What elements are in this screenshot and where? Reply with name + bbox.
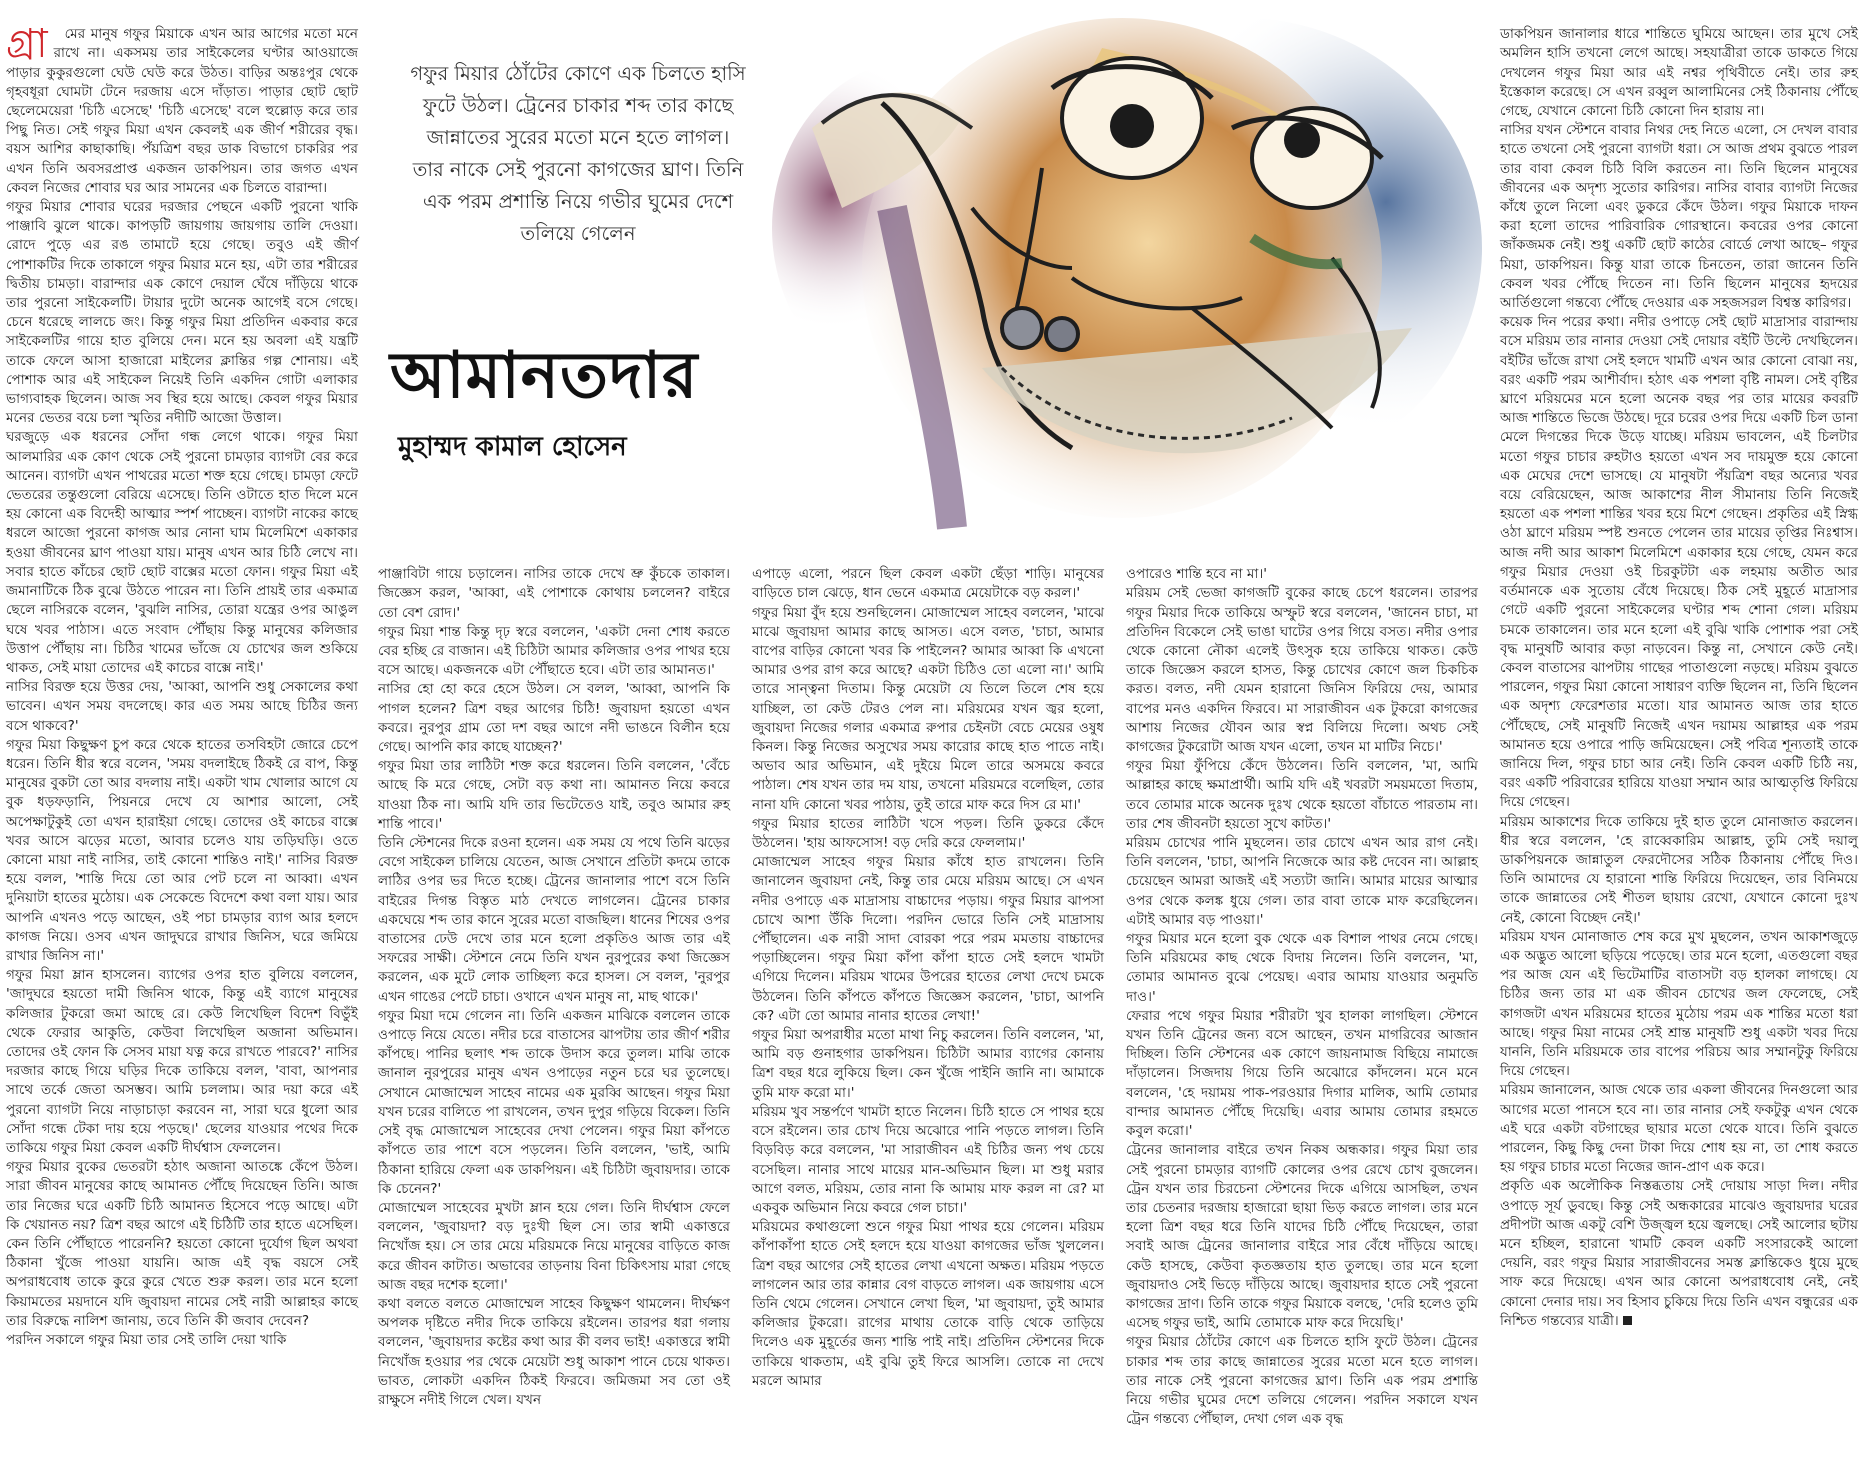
paragraph: গফুর মিয়া তার লাঠিটা শক্ত করে ধরলেন। তিনি বললেন, 'বেঁচে আছে কি মরে গেছে, সেটা বড় কথা না। আমানত নিয়ে কবরে যাওয়া ঠিক না। আমি যদি তার ভিটেতেও যাই, তবুও আমার রুহ শান্তি পাবে।' — [378, 758, 735, 832]
paragraph-text: প্রকৃতি এক অলৌকিক নিস্তব্ধতায় সেই দোয়ায় সাড়া দিল। নদীর ওপাড়ে সূর্য ডুবছে। কিন্তু সেই অন্ধকারের মাঝেও জুবায়দার ঘরের প্রদীপটা আজ একটু বেশি উজ্জ্বল হয়ে জ্বলছে। সেই আলোর ছটায় মনে হচ্ছিল, হারানো খামটি কেবল একটি সংসারকেই আলো দেয়নি, বরং গফুর মিয়ার সারাজীবনের সমস্ত ক্লান্তিকেও ধুয়ে মুছে সাফ করে দিয়েছে। এখন আর কোনো অপরাধবোধ নেই, নেই কোনো দেনার দায়। সব হিসাব চুকিয়ে দিয়ে তিনি এখন বন্ধুরের এক নিশ্চিত গন্তব্যের যাত্রী। — [1500, 1178, 1863, 1329]
paragraph: মরিয়ম যখন মোনাজাত শেষ করে মুখ মুছলেন, তখন আকাশজুড়ে এক অদ্ভুত আলো ছড়িয়ে পড়েছে। তার মনে হলো, এতগুলো বছর পর আজ যেন এই ভিটেমাটির বাতাসটা বড় হালকা লাগছে। যে চিঠির জন্য তার মা এক জীবন চোখের জল ফেলেছে, সেই কাগজটা এখন মরিয়মের হাতের মুঠোয় পরম এক শান্তির মতো ধরা আছে। গফুর মিয়া নামের সেই শ্রান্ত মানুষটি শুধু একটা খবর দিয়ে যাননি, তিনি মরিয়মকে তার বাপের পরিচয় আর সম্মানটুকু ফিরিয়ে দিয়ে গেছেন। — [1500, 928, 1863, 1080]
paragraph — [1500, 1177, 1863, 1331]
paragraph: এপাড়ে এলো, পরনে ছিল কেবল একটা ছেঁড়া শাড়ি। মানুষের বাড়িতে চাল ঝেড়ে, ধান ভেনে একমাত্র মেয়েটাকে বড় করল।' — [752, 566, 1109, 602]
paragraph: পাঞ্জাবিটা গায়ে চড়ালেন। নাসির তাকে দেখে ভ্রু কুঁচকে তাকাল। জিজ্ঞেস করল, 'আব্বা, এই পোশাকে কোথায় চললেন? বাইরে তো বেশ রোদ।' — [378, 566, 735, 621]
article-byline: মুহাম্মদ কামাল হোসেন — [398, 432, 627, 462]
paragraph: গফুর মিয়ার ঠোঁটের কোণে এক চিলতে হাসি ফুটে উঠল। ট্রেনের চাকার শব্দ তার কাছে জান্নাতের সুরের মতো মনে হতে লাগল। তার নাকে সেই পুরনো কাগজের ঘ্রাণ। তিনি এক পরম প্রশান্তি নিয়ে গভীর ঘুমের দেশে তলিয়ে গেলেন। পরদিন সকালে যখন ট্রেন গন্তব্যে পৌঁছাল, দেখা গেল এক বৃদ্ধ — [1126, 1334, 1483, 1428]
paragraph: নাসির বিরক্ত হয়ে উত্তর দেয়, 'আব্বা, আপনি শুধু সেকালের কথা ভাবেন। এখন সময় বদলেছে। কার এত সময় আছে চিঠির জন্য বসে থাকবে?' — [6, 679, 363, 734]
paragraph: কথা বলতে বলতে মোজাম্মেল সাহেব কিছুক্ষণ থামলেন। দীর্ঘক্ষণ অপলক দৃষ্টিতে নদীর দিকে তাকিয়ে রইলেন। তারপর ধরা গলায় বললেন, 'জুবায়দার কষ্টের কথা আর কী বলব ভাই! একাত্তরে স্বামী নিখোঁজ হওয়ার পর থেকে মেয়েটা শুধু আকাশ পানে চেয়ে থাকত। ভাবত, লোকটা একদিন ঠিকই ফিরবে। জমিজমা সব তো ওই রাক্ষুসে নদীই গিলে খেল। যখন — [378, 1295, 735, 1408]
paragraph: মরিয়ম চোখের পানি মুছলেন। তার চোখে এখন আর রাগ নেই। তিনি বললেন, 'চাচা, আপনি নিজেকে আর কষ্ট দেবেন না। আল্লাহ চেয়েছেন আমরা আজই এই সত্যটা জানি। আমার মায়ের আত্মার ওপর থেকে কলঙ্ক ধুয়ে গেল। তার বাবা তাকে মাফ করেছিলেন। এটাই আমার বড় পাওয়া।' — [1126, 835, 1483, 928]
paragraph: মের মানুষ গফুর মিয়াকে এখন আর আগের মতো মনে রাখে না। একসময় তার সাইকেলের ঘণ্টার আওয়াজে পাড়ার কুকুরগুলো ঘেউ ঘেউ করে উঠত। বাড়ির অন্তঃপুর থেকে গৃহবধূরা ঘোমটা টেনে দরজায় এসে দাঁড়াত। পাড়ার ছোট ছোট ছেলেমেয়েরা 'চিঠি এসেছে' 'চিঠি এসেছে' বলে হুল্লোড় করে তার পিছু নিত। সেই গফুর মিয়া এখন কেবলই এক জীর্ণ শরীরের বৃদ্ধ। বয়স আশির কাছাকাছি। পঁয়ত্রিশ বছর ডাক বিভাগে চাকরির পর এখন তিনি অবসরপ্রাপ্ত একজন ডাকপিয়ন। তার জগত এখন কেবল নিজের শোবার ঘর আর সামনের এক চিলতে বারান্দা। — [6, 26, 363, 196]
paragraph: গফুর মিয়া ম্লান হাসলেন। ব্যাগের ওপর হাত বুলিয়ে বললেন, 'জাদুঘরে হয়তো দামী জিনিস থাকে, কিন্তু এই ব্যাগে মানুষের কলিজার টুকরো জমা আছে রে। কেউ লিখেছিল বিদেশ বিভুঁই থেকে ফেরার আকুতি, কেউবা লিখেছিল অজানা অভিমান। তোদের ওই ফোন কি সেসব মায়া যত্ন করে রাখতে পারবে?' নাসির দরজার কাছে গিয়ে ঘড়ির দিকে তাকিয়ে বলল, 'বাবা, আপনার সাথে তর্কে জেতা অসম্ভব। আমি চললাম। আর দয়া করে এই পুরনো ব্যাগটা নিয়ে নাড়াচাড়া করবেন না, সারা ঘরে ধুলো আর সোঁদা গন্ধে টেকা দায় হয়ে পড়ছে।' ছেলের যাওয়ার পথের দিকে তাকিয়ে গফুর মিয়া কেবল একটি দীর্ঘশ্বাস ফেললেন। — [6, 967, 363, 1156]
paragraph: গফুর মিয়া অপরাধীর মতো মাথা নিচু করলেন। তিনি বললেন, 'মা, আমি বড় গুনাহগার ডাকপিয়ন। চিঠিটা আমার ব্যাগের কোনায় ত্রিশ বছর ধরে লুকিয়ে ছিল। কেন খুঁজে পাইনি জানি না। আমাকে তুমি মাফ করো মা।' — [752, 1027, 1109, 1101]
paragraph: গফুর মিয়ার বুকের ভেতরটা হঠাৎ অজানা আতঙ্কে কেঁপে উঠল। সারা জীবন মানুষের কাছে আমানত পৌঁছে দিয়েছেন তিনি। আজ তার নিজের ঘরে একটি চিঠি আমানত হিসেবে পড়ে আছে। এটা কি খেয়ানত নয়? ত্রিশ বছর আগে এই চিঠিটি তার হাতে এসেছিল। কেন তিনি পৌঁছাতে পারেননি? হয়তো কোনো দুর্যোগ ছিল অথবা ঠিকানা খুঁজে পাওয়া যায়নি। আজ এই বৃদ্ধ বয়সে সেই অপরাধবোধ তাকে কুরে কুরে খেতে শুরু করল। তার মনে হলো কিয়ামতের ময়দানে যদি জুবায়দা নামের সেই নারী আল্লাহর কাছে তার বিরুদ্ধে নালিশ জানায়, তবে তিনি কী জবাব দেবেন? — [6, 1159, 363, 1329]
pull-quote: গফুর মিয়ার ঠোঁটের কোণে এক চিলতে হাসি ফুটে উঠল। ট্রেনের চাকার শব্দ তার কাছে জান্নাতের সুরের মতো মনে হতে লাগল। তার নাকে সেই পুরনো কাগজের ঘ্রাণ। তিনি এক পরম প্রশান্তি নিয়ে গভীর ঘুমের দেশে তলিয়ে গেলেন — [410, 62, 746, 245]
paragraph: পরদিন সকালে গফুর মিয়া তার সেই তালি দেয়া খাকি — [6, 1332, 287, 1349]
paragraph: কয়েক দিন পরের কথা। নদীর ওপাড়ে সেই ছোট মাদ্রাসার বারান্দায় বসে মরিয়ম তার নানার দেওয়া সেই দোয়ার বইটি উল্টে দেখছিলেন। বইটির ভাঁজে রাখা সেই হলদে খামটি এখন আর কোনো বোঝা নয়, বরং একটি পরম আশীর্বাদ। হঠাৎ এক পশলা বৃষ্টি নামল। সেই বৃষ্টির ঘ্রাণে মরিয়মের মনে হলো অনেক বছর পর তার মায়ের কবরটি আজ শান্তিতে ভিজে উঠছে। দূরে চরের ওপর দিয়ে একটি চিল ডানা মেলে দিগন্তের দিকে উড়ে যাচ্ছে। মরিয়ম ভাবলেন, এই চিলটার মতো গফুর চাচার রুহটাও হয়তো এখন সব দায়মুক্ত হয়ে কোনো এক মেঘের দেশে ভাসছে। যে মানুষটা পঁয়ত্রিশ বছর অন্যের খবর বয়ে বেরিয়েছেন, আজ আকাশের নীল সীমানায় তিনি নিজেই হয়তো এক পশলা শান্তির খবর হয়ে মিশে গেছেন। প্রকৃতির এই স্নিগ্ধ ওঠা ঘ্রাণে মরিয়ম স্পষ্ট শুনতে পেলেন তার মায়ের তৃপ্তির নিঃশ্বাস। আজ নদী আর আকাশ মিলেমিশে একাকার হয়ে গেছে, যেমন করে গফুর মিয়ার দেওয়া ওই চিরকুটটা এক লহমায় অতীত আর বর্তমানকে এক সুতোয় বেঁধে দিয়েছে। ঠিক সেই মুহূর্তে মাদ্রাসার গেটে একটি পুরনো সাইকেলের ঘণ্টার শব্দ শোনা গেল। মরিয়ম চমকে তাকালেন। তার মনে হলো এই বুঝি খাকি পোশাক পরা সেই বৃদ্ধ মানুষটি আবার কড়া নাড়বেন। কিন্তু না, সেখানে কেউ নেই। কেবল বাতাসের ঝাপটায় গাছের পাতাগুলো নড়ছে। মরিয়ম বুঝতে পারলেন, গফুর মিয়া কোনো সাধারণ ব্যক্তি ছিলেন না, তিনি ছিলেন এক অদৃশ্য ফেরেশতার মতো। যার আমানত আজ তার হাতে পৌঁছেছে, সেই মানুষটি নিজেই এখন দয়াময় আল্লাহর এক পরম আমানত হয়ে ওপারে পাড়ি জমিয়েছেন। সেই পবিত্র শূন্যতাই তাকে জানিয়ে দিল, গফুর চাচা আর নেই। তিনি কেবল একটি চিঠি নয়, বরং একটি পরিবারের হারিয়ে যাওয়া সম্মান আর আত্মতৃপ্তি ফিরিয়ে দিয়ে গেছেন। — [1500, 314, 1863, 811]
end-of-story-mark — [1623, 1316, 1632, 1325]
paragraph: মোজাম্মেল সাহেব গফুর মিয়ার কাঁধে হাত রাখলেন। তিনি জানালেন জুবায়দা নেই, কিন্তু তার মেয়ে মরিয়ম আছে। সে এখন নদীর ওপাড়ে এক মাদ্রাসায় বাচ্চাদের পড়ায়। গফুর মিয়ার ঝাপসা চোখে আশা উঁকি দিলো। পরদিন ভোরে তিনি সেই মাদ্রাসায় পৌঁছালেন। এক নারী সাদা বোরকা পরে পরম মমতায় বাচ্চাদের পড়াচ্ছিলেন। গফুর মিয়া কাঁপা কাঁপা হাতে সেই হলদে খামটা এগিয়ে দিলেন। মরিয়ম খামের উপরের হাতের লেখা দেখে চমকে উঠলেন। তিনি কাঁপতে কাঁপতে জিজ্ঞেস করলেন, 'চাচা, আপনি কে? এটা তো আমার নানার হাতের লেখা!' — [752, 854, 1109, 1024]
article-column-1 — [6, 6, 363, 1456]
paragraph: তিনি স্টেশনের দিকে রওনা হলেন। এক সময় যে পথে তিনি ঝড়ের বেগে সাইকেল চালিয়ে যেতেন, আজ সেখানে প্রতিটা কদমে তাকে লাঠির ওপর ভর দিতে হচ্ছে। ট্রেনের জানালার পাশে বসে তিনি বাইরের দিগন্ত বিস্তৃত মাঠ দেখতে লাগলেন। ট্রেনের চাকার একঘেয়ে শব্দ তার কানে সুরের মতো বাজছিল। ধানের শিষের ওপর বাতাসের ঢেউ দেখে তার মনে হলো প্রকৃতিও আজ তার এই সফরের সাক্ষী। স্টেশনে নেমে তিনি যখন নুরপুরের কথা জিজ্ঞেস করলেন, এক মুটে লোক তাচ্ছিল্য করে হাসল। সে বলল, 'নুরপুর এখন গাঙের পেটে চাচা। ওখানে এখন মানুষ না, মাছ থাকে।' — [378, 835, 735, 1005]
drop-cap: গ্রা — [6, 21, 48, 68]
paragraph: গফুর মিয়া ফুঁপিয়ে কেঁদে উঠলেন। তিনি বললেন, 'মা, আমি আল্লাহর কাছে ক্ষমাপ্রার্থী। আমি যদি এই খবরটা সময়মতো দিতাম, তবে তোমার মাকে অনেক দুঃখ থেকে হয়তো বাঁচাতে পারতাম না। তার শেষ জীবনটা হয়তো সুখে কাটত।' — [1126, 758, 1483, 832]
paragraph: মরিয়ম আকাশের দিকে তাকিয়ে দুই হাত তুলে মোনাজাত করলেন। ধীর স্বরে বললেন, 'হে রাব্বেকারিম আল্লাহ, তুমি সেই দয়ালু ডাকপিয়নকে জান্নাতুল ফেরদৌসের সঠিক ঠিকানায় পৌঁছে দিও। তিনি আমাদের যে হারানো শান্তি ফিরিয়ে দিয়েছেন, তার বিনিময়ে তাকে জান্নাতের সেই শীতল ছায়ায় রেখো, যেখানে কোনো দুঃখ নেই, কোনো বিচ্ছেদ নেই।' — [1500, 813, 1863, 926]
paragraph: নাসির হো হো করে হেসে উঠল। সে বলল, 'আব্বা, আপনি কি পাগল হলেন? ত্রিশ বছর আগের চিঠি! জুবায়দা হয়তো এখন কবরে। নুরপুর গ্রাম তো দশ বছর আগে নদী ভাঙনে বিলীন হয়ে গেছে। আপনি কার কাছে যাচ্ছেন?' — [378, 681, 735, 756]
paragraph: মোজাম্মেল সাহেবের মুখটা ম্লান হয়ে গেল। তিনি দীর্ঘশ্বাস ফেলে বললেন, 'জুবায়দা? বড় দুঃখী ছিল সে। তার স্বামী একাত্তরে নিখোঁজ হয়। সে তার মেয়ে মরিয়মকে নিয়ে মানুষের বাড়িতে কাজ করে জীবন কাটাত। অভাবের তাড়নায় বিনা চিকিৎসায় মারা গেছে আজ বছর দশেক হলো।' — [378, 1199, 735, 1293]
paragraph: গফুর মিয়ার মনে হলো বুক থেকে এক বিশাল পাথর নেমে গেছে। তিনি মরিয়মের কাছ থেকে বিদায় নিলেন। তিনি বললেন, 'মা, তোমার আমানত বুঝে পেয়েছ। এবার আমায় যাওয়ার অনুমতি দাও।' — [1126, 931, 1483, 1005]
paragraph: মরিয়ম জানালেন, আজ থেকে তার একলা জীবনের দিনগুলো আর আগের মতো পানসে হবে না। তার নানার সেই ফকটুকু এখন থেকে এই ঘরে একটা বটগাছের ছায়ার মতো থেকে যাবে। তিনি বুঝতে পারলেন, কিছু কিছু দেনা টাকা দিয়ে শোধ হয় না, তা শোধ করতে হয় গফুর চাচার মতো নিজের জান-প্রাণ এক করে। — [1500, 1082, 1863, 1176]
paragraph: গফুর মিয়ার শোবার ঘরের দরজার পেছনে একটি পুরনো খাকি পাঞ্জাবি ঝুলে থাকে। কাপড়টি জায়গায় জায়গায় তালি দেওয়া। রোদে পুড়ে এর রঙ তামাটে হয়ে গেছে। তবুও এই জীর্ণ পোশাকটির দিকে তাকালে গফুর মিয়ার মনে হয়, এটা তার শরীরের দ্বিতীয় চামড়া। বারান্দার এক কোণে দেয়াল ঘেঁষে দাঁড়িয়ে থাকে তার পুরনো সাইকেলটি। টায়ার দুটো অনেক আগেই বসে গেছে। চেনে ধরেছে লালচে জং। কিন্তু গফুর মিয়া প্রতিদিন একবার করে সাইকেলটির গায়ে হাত বুলিয়ে দেন। মনে হয় অবলা এই যন্ত্রটি তাকে ফেলে আসা হাজারো মাইলের ক্লান্তির গল্প শোনায়। এই পোশাক আর এই সাইকেল নিয়েই তিনি একদিন গোটা এলাকার ভাগ্যবাহক ছিলেন। আজ সব স্থির হয়ে আছে। কেবল গফুর মিয়ার মনের ভেতর বয়ে চলা স্মৃতির নদীটি আজো উত্তাল। — [6, 199, 363, 427]
paragraph: গফুর মিয়া দমে গেলেন না। তিনি একজন মাঝিকে বললেন তাকে ওপাড়ে নিয়ে যেতে। নদীর চরে বাতাসের ঝাপটায় তার জীর্ণ শরীর কাঁপছে। পানির ছলাৎ শব্দ তাকে উদাস করে তুলল। মাঝি তাকে জানাল নুরপুরের মানুষ এখন ওপাড়ের নতুন চরে ঘর তুলেছে। সেখানে মোজাম্মেল সাহেব নামের এক মুরব্বি আছেন। গফুর মিয়া যখন চরের বালিতে পা রাখলেন, তখন দুপুর গড়িয়ে বিকেল। তিনি সেই বৃদ্ধ মোজাম্মেল সাহেবের দেখা পেলেন। গফুর মিয়া কাঁপতে কাঁপতে তার পাশে বসে পড়লেন। তিনি বললেন, 'ভাই, আমি ঠিকানা হারিয়ে ফেলা এক ডাকপিয়ন। এই চিঠিটা জুবায়দার। তাকে কি চেনেন?' — [378, 1007, 735, 1197]
paragraph: ঘরজুড়ে এক ধরনের সোঁদা গন্ধ লেগে থাকে। গফুর মিয়া আলমারির এক কোণ থেকে সেই পুরনো চামড়ার ব্যাগটা বের করে আনেন। ব্যাগটা এখন পাথরের মতো শক্ত হয়ে গেছে। চামড়া ফেটে ভেতরের তন্তুগুলো বেরিয়ে এসেছে। তিনি ওটাতে হাত দিলে মনে হয় কোনো এক বিদেহী আত্মার স্পর্শ পাচ্ছেন। ব্যাগটা নাকের কাছে ধরলে আজো পুরনো কাগজ আর নোনা ঘাম মিলেমিশে একাকার হওয়া জীবনের ঘ্রাণ পাওয়া যায়। মানুষ এখন আর চিঠি লেখে না। সবার হাতে কাঁচের ছোট ছোট বাক্সের মতো ফোন। গফুর মিয়া এই জমানাটিকে ঠিক বুঝে উঠতে পারেন না। তিনি প্রায়ই তার একমাত্র ছেলে নাসিরকে বলেন, 'বুঝলি নাসির, তোরা যন্ত্রের ওপর আঙুল ঘষে খবর পাঠাস। এতে সংবাদ পৌঁছায় কিন্তু মানুষের কলিজার উত্তাপ পৌঁছায় না। চিঠির খামের ভাঁজে যে চোখের জল শুকিয়ে থাকত, সেই মায়া তোদের এই কাচের বাক্সে নাই।' — [6, 429, 363, 676]
paragraph: গফুর মিয়ার হাতের লাঠিটা খসে পড়ল। তিনি ডুকরে কেঁদে উঠলেন। 'হায় আফসোস! বড় দেরি করে ফেললাম।' — [752, 815, 1109, 852]
article-title: আমানতদার — [390, 338, 699, 413]
paragraph: মরিয়ম সেই ভেজা কাগজটি বুকের কাছে চেপে ধরলেন। তারপর গফুর মিয়ার দিকে তাকিয়ে অস্ফুট স্বরে বললেন, 'জানেন চাচা, মা প্রতিদিন বিকেলে সেই ভাঙা ঘাটের ওপর গিয়ে বসত। নদীর ওপার থেকে কোনো নৌকা এলেই উৎসুক হয়ে তাকিয়ে থাকত। কেউ তাকে জিজ্ঞেস করলে হাসত, কিন্তু চোখের কোণে জল চিকচিক করত। বলত, নদী যেমন হারানো জিনিস ফিরিয়ে দেয়, আমার বাপের মনও একদিন ফিরবে। মা সারাজীবন এক টুকরো কাগজের আশায় নিজের যৌবন আর স্বপ্ন বিলিয়ে দিলো। অথচ সেই কাগজের টুকরোটা আজ যখন এলো, তখন মা মাটির নিচে।' — [1126, 585, 1483, 756]
paragraph: ডাকপিয়ন জানালার ধারে শান্তিতে ঘুমিয়ে আছেন। তার মুখে সেই অমলিন হাসি তখনো লেগে আছে। সহযাত্রীরা তাকে ডাকতে গিয়ে দেখলেন গফুর মিয়া আর এই নশ্বর পৃথিবীতে নেই। তার রুহ ইস্তেকাল করেছে। সে এখন রব্বুল আলামিনের সেই ঠিকানায় পৌঁছে গেছে, যেখানে কোনো চিঠি কোনো দিন হারায় না। — [1500, 26, 1863, 120]
article-column-2 — [378, 546, 735, 1456]
paragraph: মরিয়মের কথাগুলো শুনে গফুর মিয়া পাথর হয়ে গেলেন। মরিয়ম কাঁপাকাঁপা হাতে সেই হলদে হয়ে যাওয়া কাগজের ভাঁজ খুললেন। ত্রিশ বছর আগের সেই হাতের লেখা এখনো অক্ষত। মরিয়ম পড়তে লাগলেন আর তার কান্নার বেগ বাড়তে লাগল। এক জায়গায় এসে তিনি থেমে গেলেন। সেখানে লেখা ছিল, 'মা জুবায়দা, তুই আমার কলিজার টুকরো। রাগের মাথায় তোকে বাড়ি থেকে তাড়িয়ে দিলেও এক মুহূর্তের জন্য শান্তি পাই নাই। প্রতিদিন স্টেশনের দিকে তাকিয়ে থাকতাম, এই বুঝি তুই ফিরে আসলি। তোকে না দেখে মরলে আমার — [752, 1219, 1109, 1389]
illustration-old-man-face — [772, 8, 1490, 538]
paragraph: মরিয়ম খুব সন্তর্পণে খামটা হাতে নিলেন। চিঠি হাতে সে পাথর হয়ে বসে রইলেন। তার চোখ দিয়ে অঝোরে পানি পড়তে লাগল। তিনি বিড়বিড় করে বললেন, 'মা সারাজীবন এই চিঠির জন্য পথ চেয়ে বসেছিল। নানার সাথে মায়ের মান-অভিমান ছিল। মা শুধু মরার আগে বলত, মরিয়ম, তোর নানা কি আমায় মাফ করল না রে? মা একবুক অভিমান নিয়ে কবরে গেল চাচা।' — [752, 1103, 1109, 1216]
paragraph: গফুর মিয়া কিছুক্ষণ চুপ করে থেকে হাতের তসবিহটা জোরে চেপে ধরেন। তিনি ধীর স্বরে বলেন, 'সময় বদলাইছে ঠিকই রে বাপ, কিন্তু মানুষের বুকটা তো আর বদলায় নাই। একটা খাম খোলার আগে যে বুক ধড়ফড়ানি, পিয়নরে দেখে যে আশার আলো, সেই অপেক্ষাটুকুই তো এখন হারাইয়া গেছে। তোদের ওই কাচের বাক্সে খবর আসে ঝড়ের মতো, আবার চলেও যায় তড়িঘড়ি। ওতে কোনো মায়া নাই নাসির, তাই কোনো শান্তিও নাই।' নাসির বিরক্ত হয়ে বলল, 'শান্তি দিয়ে তো আর পেট চলে না আব্বা। এখন দুনিয়াটা হাতের মুঠোয়। এক সেকেন্ডে বিদেশে কথা বলা যায়। আর আপনি এখনও পড়ে আছেন, ওই পচা চামড়ার ব্যাগ আর হলদে কাগজ নিয়ে। ওসব এখন জাদুঘরে রাখার জিনিস, ঘরে জমিয়ে রাখার জিনিস না।' — [6, 736, 363, 964]
paragraph: ট্রেনের জানালার বাইরে তখন নিকষ অন্ধকার। গফুর মিয়া তার সেই পুরনো চামড়ার ব্যাগটি কোলের ওপর রেখে চোখ বুজলেন। ট্রেন যখন তার চিরচেনা স্টেশনের দিকে এগিয়ে আসছিল, তখন তার চেতনার দরজায় হাজারো ছায়া ভিড় করতে লাগল। তার মনে হলো ত্রিশ বছর ধরে তিনি যাদের চিঠি পৌঁছে দিয়েছেন, তারা সবাই আজ ট্রেনের জানালার বাইরে সার বেঁধে দাঁড়িয়ে আছে। কেউ হাসছে, কেউবা কৃতজ্ঞতায় হাত তুলছে। তার মনে হলো জুবায়দাও সেই ভিড়ে দাঁড়িয়ে আছে। জুবায়দার হাতে সেই পুরনো কাগজের দ্রাণ। তিনি তাকে গফুর মিয়াকে বলছে, 'দেরি হলেও তুমি এসেছ গফুর ভাই, আমি তোমাকে মাফ করে দিয়েছি।' — [1126, 1142, 1483, 1332]
paragraph: গফুর মিয়া বুঁদ হয়ে শুনছিলেন। মোজাম্মেল সাহেব বললেন, 'মাঝে মাঝে জুবায়দা আমার কাছে আসত। এসে বলত, 'চাচা, আমার বাপের বাড়ির কোনো খবর কি পাইলেন? আমার আব্বা কি এখনো আমার ওপর রাগ করে আছে? একটা চিঠিও তো এলো না।' আমি তারে সান্ত্বনা দিতাম। কিন্তু মেয়েটা যে তিলে তিলে শেষ হয়ে যাচ্ছিল, তা কেউ টেরও পেল না। মরিয়মের যখন জ্বর হলো, জুবায়দা নিজের গলার একমাত্র রুপার চেইনটা বেচে মেয়ের ওষুধ কিনল। কিন্তু নিজের অসুখের সময় কারোর কাছে হাত পাতে নাই। অভাব আর অভিমান, এই দুইয়ে মিলে তারে অসময়ে কবরে পাঠাল। শেষ যখন তার দম যায়, তখনো মরিয়মরে বলেছিল, তোর নানা যদি কোনো খবর পাঠায়, তুই তারে মাফ করে দিস রে মা।' — [752, 604, 1109, 813]
paragraph: নাসির যখন স্টেশনে বাবার নিথর দেহ নিতে এলো, সে দেখল বাবার হাতে তখনো সেই পুরনো ব্যাগটা ধরা। সে আজ প্রথম বুঝতে পারল তার বাবা কেবল চিঠি বিলি করতেন না। তিনি ছিলেন মানুষের জীবনের এক অদৃশ্য সুতোর কারিগর। নাসির বাবার ব্যাগটা নিজের কাঁধে তুলে নিলো এবং ডুকরে কেঁদে উঠল। গফুর মিয়াকে দাফন করা হলো তাদের পারিবারিক গোরস্থানে। কবরের ওপর কোনো জাঁকজমক নেই। শুধু একটি ছোট কাঠের বোর্ডে লেখা আছে– গফুর মিয়া, ডাকপিয়ন। কিন্তু যারা তাকে চিনতেন, তারা জানেন তিনি কেবল খবর পৌঁছে দিতেন না। তিনি ছিলেন মানুষের হৃদয়ের আর্তিগুলো গন্তব্যে পৌঁছে দেওয়ার এক সহজসরল বিশ্বস্ত কারিগর। — [1500, 122, 1863, 312]
paragraph: ফেরার পথে গফুর মিয়ার শরীরটা খুব হালকা লাগছিল। স্টেশনে যখন তিনি ট্রেনের জন্য বসে আছেন, তখন মাগরিবের আজান দিচ্ছিল। তিনি স্টেশনের এক কোণে জায়নামাজ বিছিয়ে নামাজে দাঁড়ালেন। সিজদায় গিয়ে তিনি অঝোরে কাঁদলেন। মনে মনে বললেন, 'হে দয়াময় পাক-পরওয়ার দিগার মালিক, আমি তোমার বান্দার আমানত পৌঁছে দিয়েছি। এবার আমায় তোমার রহমতে কবুল করো।' — [1126, 1007, 1483, 1140]
paragraph: গফুর মিয়া শান্ত কিন্তু দৃঢ় স্বরে বললেন, 'একটা দেনা শোধ করতে বের হচ্ছি রে বাজান। এই চিঠিটা আমার কলিজার ওপর পাথর হয়ে বসে আছে। একজনকে এটা পৌঁছাতে হবে। এটা তার আমানত।' — [378, 623, 735, 679]
paragraph: ওপারেও শান্তি হবে না মা।' — [1126, 566, 1267, 583]
article-column-5 — [1500, 6, 1863, 1456]
article-column-4 — [1126, 546, 1483, 1456]
article-column-3 — [752, 546, 1109, 1456]
